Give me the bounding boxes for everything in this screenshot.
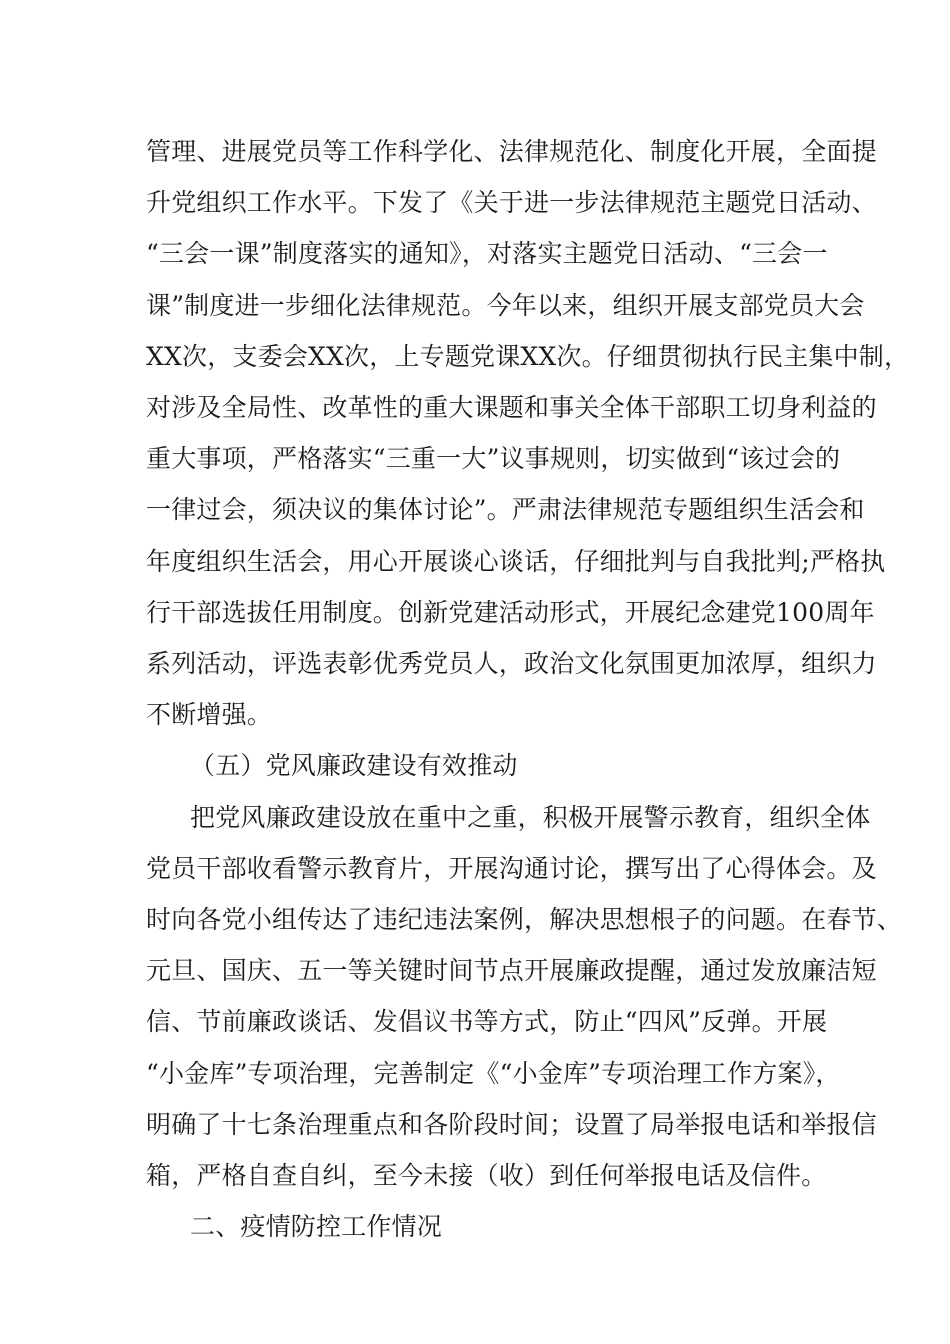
paragraph-line: 年度组织生活会，用心开展谈心谈话，仔细批判与自我批判;严格执 — [146, 547, 886, 576]
paragraph-line: 把党风廉政建设放在重中之重，积极开展警示教育，组织全体 — [190, 803, 871, 832]
paragraph-line: “小金库”专项治理，完善制定《“小金库”专项治理工作方案》， — [146, 1059, 841, 1088]
paragraph-line: 升党组织工作水平。下发了《关于进一步法律规范主题党日活动、 — [146, 188, 877, 217]
paragraph-line: 对涉及全局性、改革性的重大课题和事关全体干部职工切身利益的 — [146, 393, 877, 422]
paragraph-line: 行干部选拔任用制度。创新党建活动形式，开展纪念建党100周年 — [146, 598, 875, 627]
section-heading: （五）党风廉政建设有效推动 — [190, 751, 518, 780]
paragraph-line: 不断增强。 — [146, 700, 273, 729]
paragraph-line: 信、节前廉政谈话、发倡议书等方式，防止“四风”反弹。开展 — [146, 1007, 828, 1036]
paragraph-line: 管理、进展党员等工作科学化、法律规范化、制度化开展，全面提 — [146, 137, 877, 166]
paragraph-line: 明确了十七条治理重点和各阶段时间；设置了局举报电话和举报信 — [146, 1110, 877, 1139]
paragraph-line: 党员干部收看警示教育片，开展沟通讨论，撰写出了心得体会。及 — [146, 854, 877, 883]
section-heading: 二、疫情防控工作情况 — [190, 1212, 443, 1241]
paragraph-line: 课”制度进一步细化法律规范。今年以来，组织开展支部党员大会 — [146, 291, 865, 320]
paragraph-line: “三会一课”制度落实的通知》，对落实主题党日活动、“三会一 — [146, 239, 828, 268]
paragraph-line: 系列活动，评选表彰优秀党员人，政治文化氛围更加浓厚，组织力 — [146, 649, 877, 678]
paragraph-line: 一律过会，须决议的集体讨论”。严肃法律规范专题组织生活会和 — [146, 495, 865, 524]
paragraph-line: 箱，严格自查自纠，至今未接（收）到任何举报电话及信件。 — [146, 1161, 827, 1190]
paragraph-line: 元旦、国庆、五一等关键时间节点开展廉政提醒，通过发放廉洁短 — [146, 956, 877, 985]
paragraph-line: 重大事项，严格落实“三重一大”议事规则，切实做到“该过会的 — [146, 444, 841, 473]
paragraph-line: 时向各党小组传达了违纪违法案例，解决思想根子的问题。在春节、 — [146, 905, 903, 934]
paragraph-line: XX次，支委会XX次，上专题党课XX次。仔细贯彻执行民主集中制， — [146, 342, 910, 371]
